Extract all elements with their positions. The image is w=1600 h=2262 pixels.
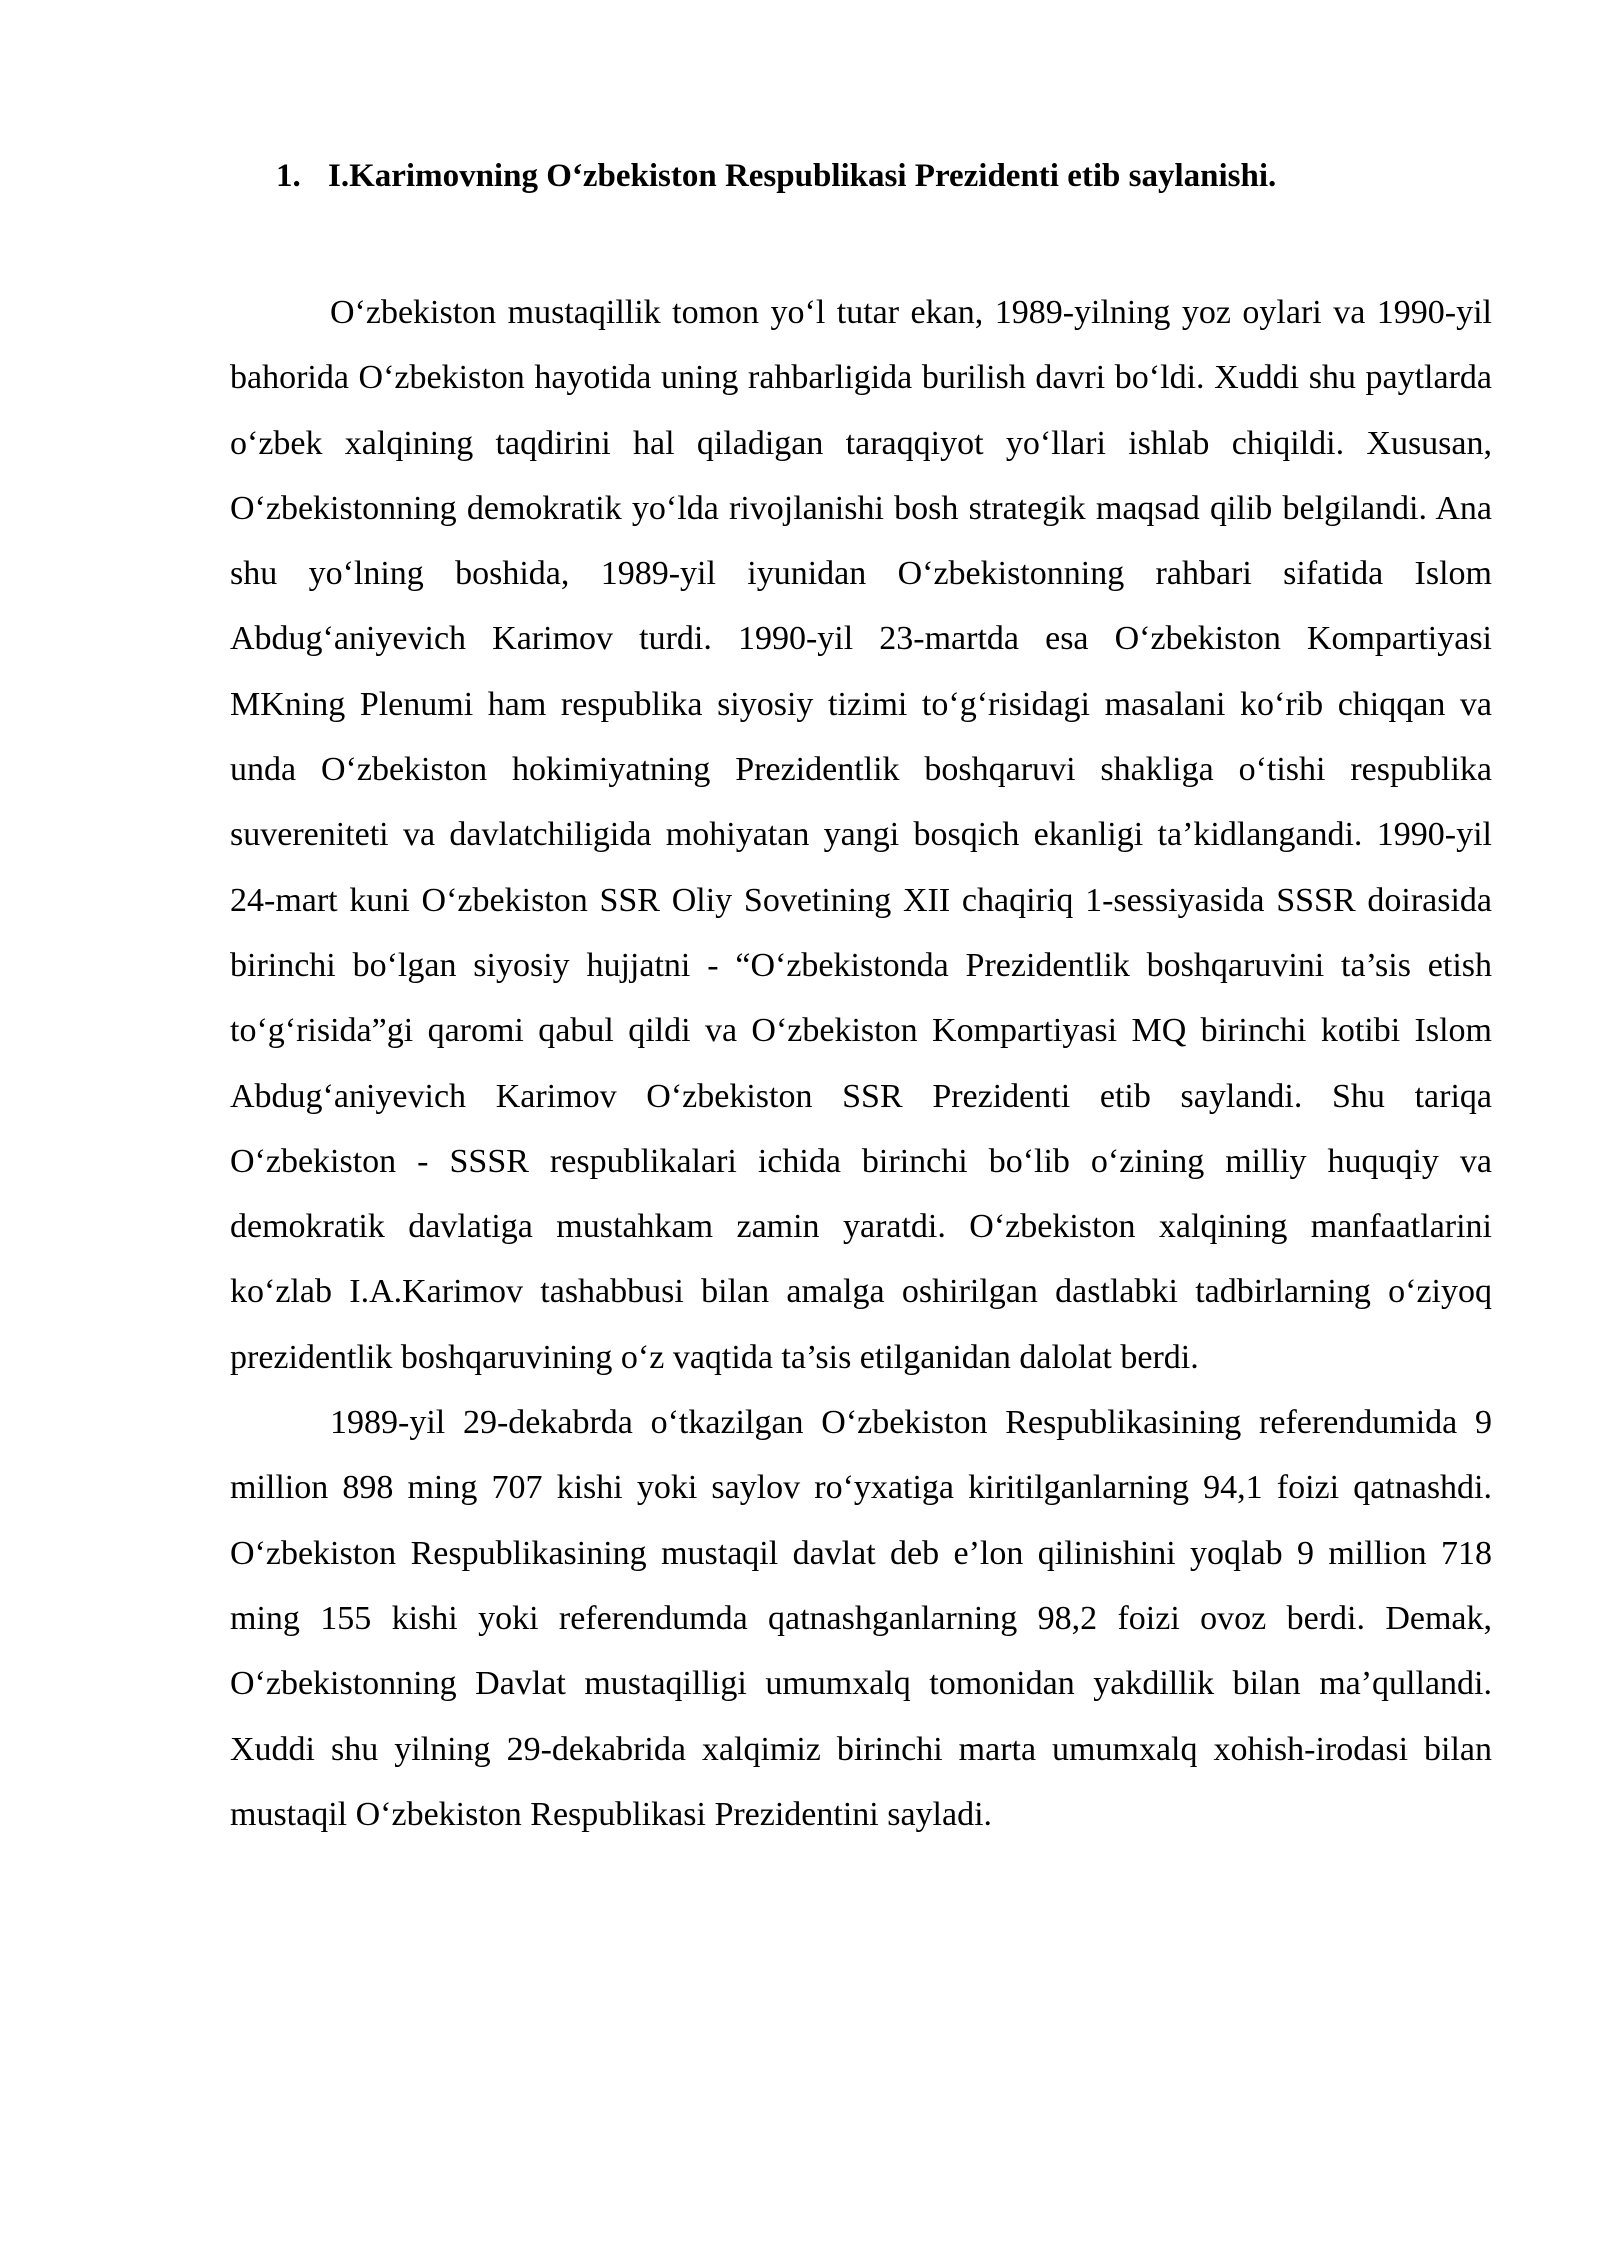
section-heading <box>276 152 1476 200</box>
body-text <box>230 280 1492 1847</box>
section-title: I.Karimovning O‘zbekiston Respublikasi Prezidenti etib saylanishi. <box>328 158 1277 194</box>
paragraph-1: O‘zbekiston mustaqillik tomon yo‘l tutar ekan, 1989-yilning yoz oylari va 1990-yil bahorida O‘zbekiston hayotida uning rahbarligida burilish davri bo‘ldi. Xuddi shu paytlarda o‘zbek xalqining taqdirini hal qiladigan taraqqiyot yo‘llari ishlab chiqildi. Xususan, O‘zbekistonning demokratik yo‘lda rivojlanishi bosh strategik maqsad qilib belgilandi. Ana shu yo‘lning boshida, 1989-yil iyunidan O‘zbekistonning rahbari sifatida Islom Abdug‘aniyevich Karimov turdi. 1990-yil 23-martda esa O‘zbekiston Kompartiyasi MKning Plenumi ham respublika siyosiy tizimi to‘g‘risidagi masalani ko‘rib chiqqan va unda O‘zbekiston hokimiyatning Prezidentlik boshqaruvi shakliga o‘tishi respublika suvereniteti va davlatchiligida mohiyatan yangi bosqich ekanligi ta’kidlangandi. 1990-yil 24-mart kuni O‘zbekiston SSR Oliy Sovetining XII chaqiriq 1-sessiyasida SSSR doirasida birinchi bo‘lgan siyosiy hujjatni - “O‘zbekistonda Prezidentlik boshqaruvini ta’sis etish to‘g‘risida”gi qaromi qabul qildi va O‘zbekiston Kompartiyasi MQ birinchi kotibi Islom Abdug‘aniyevich Karimov O‘zbekiston SSR Prezidenti etib saylandi. Shu tariqa O‘zbekiston - SSSR respublikalari ichida birinchi bo‘lib o‘zining milliy huquqiy va demokratik davlatiga mustahkam zamin yaratdi. O‘zbekiston xalqining manfaatlarini ko‘zlab I.A.Karimov tashabbusi bilan amalga oshirilgan dastlabki tadbirlarning o‘ziyoq prezidentlik boshqaruvining o‘z vaqtida ta’sis etilganidan dalolat berdi. <box>230 294 1492 1376</box>
section-number: 1. <box>276 158 301 194</box>
paragraph-2: 1989-yil 29-dekabrda o‘tkazilgan O‘zbekiston Respublikasining referendumida 9 million 898 ming 707 kishi yoki saylov ro‘yxatiga kiritilganlarning 94,1 foizi qatnashdi. O‘zbekiston Respublikasining mustaqil davlat deb e’lon qilinishini yoqlab 9 million 718 ming 155 kishi yoki referendumda qatnashganlarning 98,2 foizi ovoz berdi. Demak, O‘zbekistonning Davlat mustaqilligi umumxalq tomonidan yakdillik bilan ma’qullandi. Xuddi shu yilning 29-dekabrida xalqimiz birinchi marta umumxalq xohish-irodasi bilan mustaqil O‘zbekiston Respublikasi Prezidentini sayladi. <box>230 1404 1492 1833</box>
